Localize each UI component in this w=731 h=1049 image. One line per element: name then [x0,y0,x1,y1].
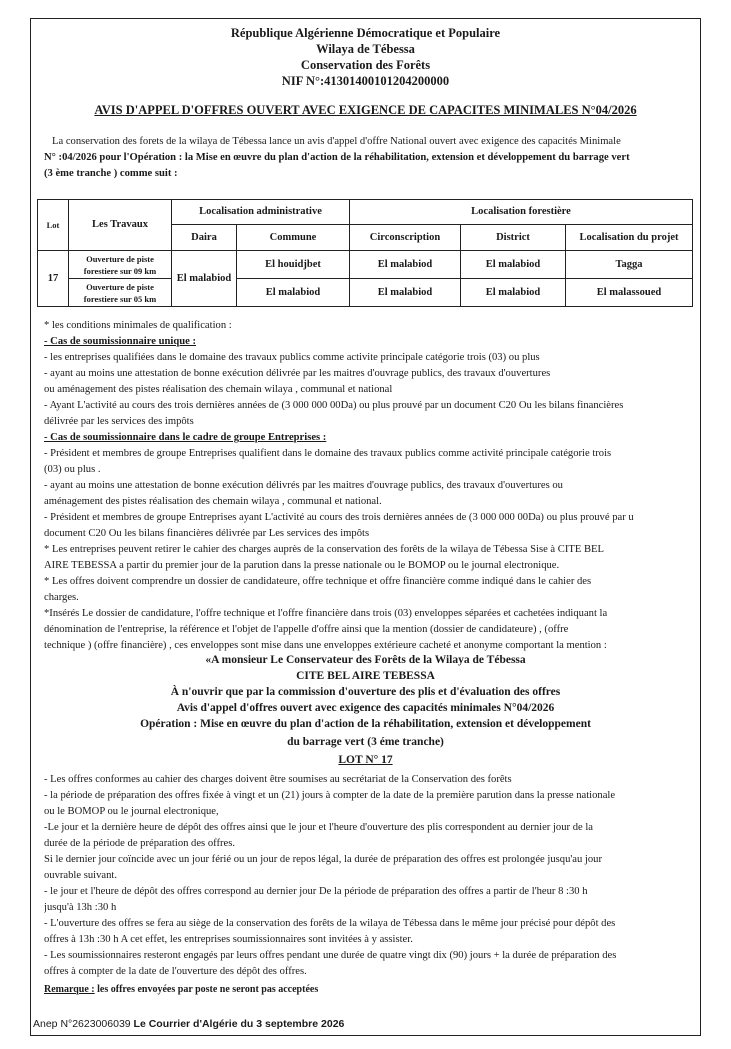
final-line-6: Si le dernier jour coïncide avec un jour férié ou un jour de repos légal, la durée de préparation des offres est prolongée jusqu'au jour [44,854,602,865]
final-line-5: durée de la période de préparation des offres. [44,838,235,849]
th-travaux: Les Travaux [69,200,172,251]
cell-commune: El malabiod [237,279,350,307]
final-line-3: ou le BOMOP ou le journal electronique, [44,806,219,817]
body-line-12: aménagement des pistes réalisation des chemain wilaya , communal et national. [44,496,382,507]
body-line-6: - Ayant L'activité au cours des trois dernières années de (3 000 000 00Da) ou plus prouvé par un document C20 Ou les bilans financières [44,400,624,411]
body-line-14: document C20 Ou les bilans financières délivrée par Les services des impôts [44,528,370,539]
body-line-15: * Les entreprises peuvent retirer le cahier des charges auprès de la conservation des forêts de la wilaya de Tébessa Sise à CITE BEL [44,544,604,555]
final-line-4: -Le jour et la dernière heure de dépôt des offres ainsi que le jour et l'heure d'ouverture des plis correspondent au dernier jour de la [44,822,593,833]
final-line-11: offres à 13h :30 h A cet effet, les entreprises soumissionnaires sont invitées à y assister. [44,934,413,945]
body-line-16: AIRE TEBESSA a partir du premier jour de la parution dans la presse nationale ou le BOMOP ou le journal electronique. [44,560,560,571]
lots-table [37,199,693,307]
final-line-8: - le jour et l'heure de dépôt des offres correspond au dernier jour De la période de préparation des offres a partir de l'heur 8 :30 h [44,886,588,897]
intro-line-1: La conservation des forets de la wilaya de Tébessa lance un avis d'appel d'offre National ouvert avec exigence des capacités Minimale [52,136,621,147]
final-line-1: - Les offres conformes au cahier des charges doivent être soumises au secrétariat de la Conservation des forêts [44,774,512,785]
th-projet: Localisation du projet [566,225,693,251]
cell-travaux: Ouverture de piste forestiere sur 05 km [69,279,172,307]
body-line-19: *Insérés Le dossier de candidature, l'offre technique et l'offre financière dans trois (03) enveloppes séparées et cachetées indiquant la [44,608,608,619]
cell-projet: Tagga [566,251,693,279]
cell-district: El malabiod [461,279,566,307]
body-line-8: - Cas de soumissionnaire dans le cadre de groupe Entreprises : [44,432,327,443]
lot-heading: LOT N° 17 [338,754,393,766]
cell-district: El malabiod [461,251,566,279]
remark-text: les offres envoyées par poste ne seront pas acceptées [97,984,319,995]
final-line-9: jusqu'à 13h :30 h [44,902,117,913]
address-line-3: À n'ouvrir que par la commission d'ouverture des plis et d'évaluation des offres [170,686,561,698]
cell-circonscription: El malabiod [350,251,461,279]
cell-circonscription: El malabiod [350,279,461,307]
address-line-6: du barrage vert (3 éme tranche) [287,736,444,748]
intro-line-2: N° :04/2026 pour l'Opération : la Mise en œuvre du plan d'action de la réhabilitation, extension et développement du barrage vert [44,152,630,163]
body-line-1: * les conditions minimales de qualification : [44,320,232,331]
header-conservation: Conservation des Forêts [300,58,431,72]
final-line-10: - L'ouverture des offres se fera au siège de la conservation des forêts de la wilaya de Tébessa dans le même jour précisé pour dépôt des [44,918,616,929]
th-admin: Localisation administrative [172,200,350,225]
cell-projet: El malassoued [566,279,693,307]
body-line-2: - Cas de soumissionnaire unique : [44,336,196,347]
body-line-17: * Les offres doivent comprendre un dossier de candidateure, offre technique et offre financière comme indiqué dans le cahier des [44,576,592,587]
header-republic: République Algérienne Démocratique et Populaire [230,26,501,40]
body-line-13: - Président et membres de groupe Entreprises ayant L'activité au cours des trois dernières années de (3 000 000 00Da) ou plus prouvé par u [44,512,634,523]
notice-title: AVIS D'APPEL D'OFFRES OUVERT AVEC EXIGENCE DE CAPACITES MINIMALES N°04/2026 [94,103,637,117]
cell-daira: El malabiod [172,251,237,307]
anep-reference: Anep N°2623006039 [33,1018,131,1030]
th-circonscription: Circonscription [350,225,461,251]
body-line-18: charges. [44,592,79,603]
th-daira: Daira [172,225,237,251]
body-line-4: - ayant au moins une attestation de bonne exécution délivrée par les maitres d'ouvrage publics, des travaux d'ouvertures [44,368,551,379]
body-line-3: - les entreprises qualifiées dans le domaine des travaux publics comme activite principale catégorie trois (03) ou plus [44,352,540,363]
final-line-12: - Les soumissionnaires resteront engagés par leurs offres pendant une durée de quatre vingt dix (90) jours + la durée de préparation des [44,950,617,961]
header-wilaya: Wilaya de Tébessa [316,42,415,56]
body-line-11: - ayant au moins une attestation de bonne exécution délivrés par les maitres d'ouvrage publics, des travaux d'ouvertures ou [44,480,563,491]
intro-line-3: (3 ème tranche ) comme suit : [44,168,178,179]
remark-label: Remarque : [44,984,95,995]
table-row [38,251,693,279]
table-row [38,279,693,307]
body-line-5: ou aménagement des pistes réalisation des chemain wilaya , communal et national [44,384,393,395]
footer [33,1018,344,1030]
body-line-7: délivrée par les services des impôts [44,416,194,427]
body-line-21: technique ) (offre financière) , ces enveloppes sont mise dans une enveloppes extérieure cacheté et anonyme comportant la mention : [44,640,607,651]
address-line-1: «A monsieur Le Conservateur des Forêts de la Wilaya de Tébessa [205,654,526,666]
th-lot: Lot [38,200,69,251]
body-line-10: (03) ou plus . [44,464,101,475]
address-line-5: Opération : Mise en œuvre du plan d'action de la réhabilitation, extension et développement [140,718,591,730]
body-line-20: dénomination de l'entreprise, la référence et l'objet de l'appelle d'offre ainsi que la mention (dossier de candidateure) , (offre [44,624,569,635]
final-line-13: offres à compter de la date de l'ouverture des dépôt des offres. [44,966,307,977]
final-line-7: ouvrable suivant. [44,870,117,881]
th-commune: Commune [237,225,350,251]
cell-lot: 17 [38,251,69,307]
cell-travaux: Ouverture de piste forestiere sur 09 km [69,251,172,279]
cell-commune: El houidjbet [237,251,350,279]
th-forest: Localisation forestière [350,200,693,225]
final-line-2: - la période de préparation des offres fixée à vingt et un (21) jours à compter de la date de la première parution dans la presse nationale [44,790,616,801]
address-line-2: CITE BEL AIRE TEBESSA [296,670,435,682]
remark [44,982,694,997]
newspaper-source: Le Courrier d'Algérie du 3 septembre 2026 [133,1018,345,1030]
body-line-9: - Président et membres de groupe Entreprises qualifient dans le domaine des travaux publics comme activité principale catégorie trois [44,448,612,459]
address-line-4: Avis d'appel d'offres ouvert avec exigence des capacités minimales N°04/2026 [176,702,555,714]
header-nif: NIF N°:41301400101204200000 [281,74,450,88]
th-district: District [461,225,566,251]
